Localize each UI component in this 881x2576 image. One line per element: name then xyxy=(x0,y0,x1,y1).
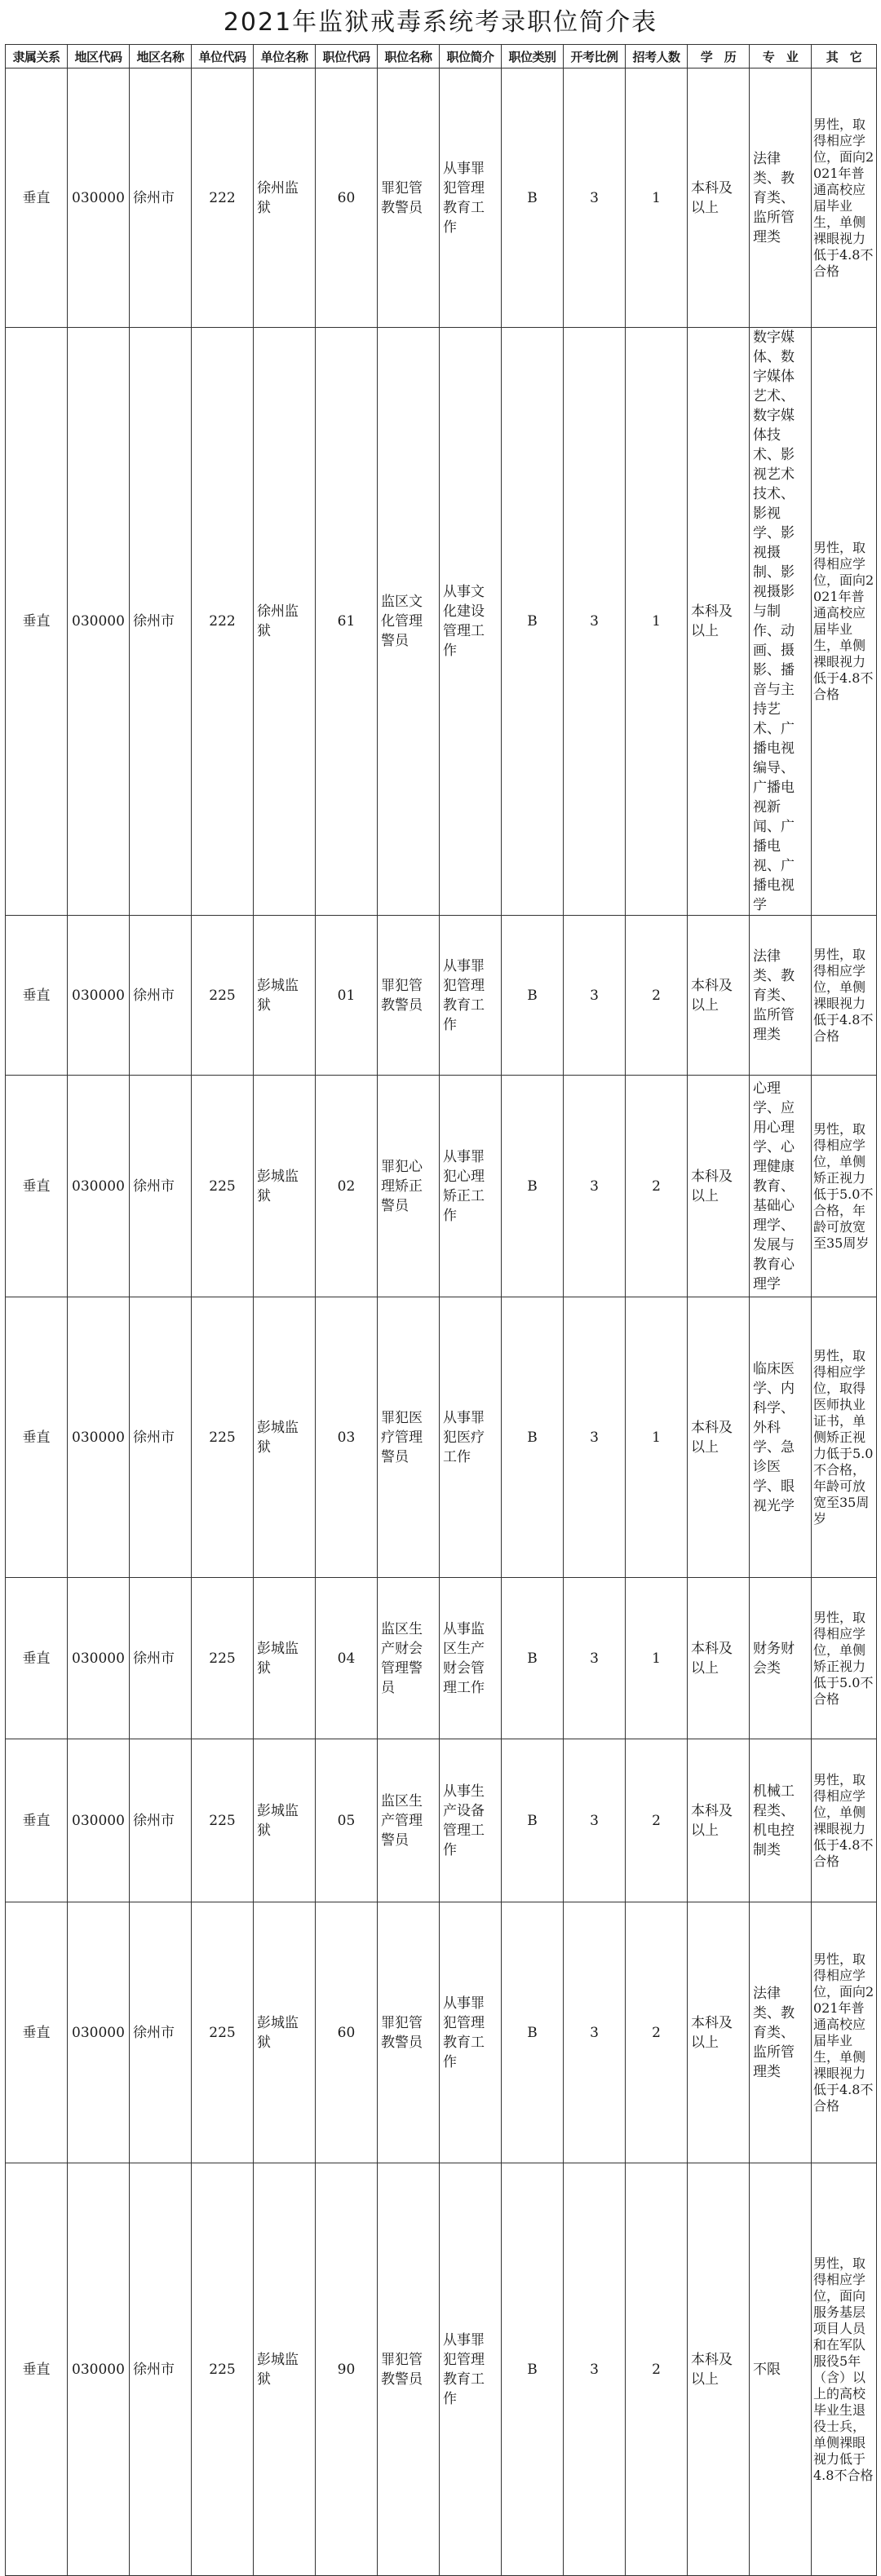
cell-other: 男性，取得相应学位，单侧矫正视力低于5.0不合格，年龄可放宽至35周岁 xyxy=(812,1076,877,1297)
cell-ratio: 3 xyxy=(564,1739,626,1902)
column-header-education: 学 历 xyxy=(688,45,750,68)
positions-table xyxy=(5,44,877,2576)
cell-count: 1 xyxy=(626,1578,688,1739)
cell-education: 本科及以上 xyxy=(688,68,750,328)
cell-unit-name: 徐州监狱 xyxy=(254,328,316,916)
cell-ratio: 3 xyxy=(564,1297,626,1578)
cell-affiliation: 垂直 xyxy=(6,328,68,916)
cell-position-name: 罪犯心理矫正警员 xyxy=(378,1076,440,1297)
cell-unit-code: 225 xyxy=(192,916,254,1076)
cell-region-name: 徐州市 xyxy=(130,68,192,328)
cell-region-name: 徐州市 xyxy=(130,1076,192,1297)
cell-ratio: 3 xyxy=(564,1578,626,1739)
cell-other: 男性，取得相应学位，面向2021年普通高校应届毕业生，单侧裸眼视力低于4.8不合格 xyxy=(812,1902,877,2163)
cell-major: 法律类、教育类、监所管理类 xyxy=(750,916,812,1076)
cell-unit-name: 彭城监狱 xyxy=(254,1076,316,1297)
cell-education: 本科及以上 xyxy=(688,1739,750,1902)
cell-category: B xyxy=(502,328,564,916)
cell-major: 心理学、应用心理学、心理健康教育、基础心理学、发展与教育心理学 xyxy=(750,1076,812,1297)
cell-major: 不限 xyxy=(750,2163,812,2576)
cell-education: 本科及以上 xyxy=(688,1902,750,2163)
cell-other: 男性，取得相应学位，面向服务基层项目人员和在军队服役5年（含）以上的高校毕业生退役士兵，单侧裸眼视力低于4.8不合格 xyxy=(812,2163,877,2576)
cell-intro: 从事罪犯医疗工作 xyxy=(440,1297,502,1578)
cell-region-name: 徐州市 xyxy=(130,1297,192,1578)
column-header-affiliation: 隶属关系 xyxy=(6,45,68,68)
cell-region-code: 030000 xyxy=(68,1902,130,2163)
cell-intro: 从事罪犯管理教育工作 xyxy=(440,916,502,1076)
cell-count: 2 xyxy=(626,916,688,1076)
cell-region-code: 030000 xyxy=(68,68,130,328)
cell-unit-code: 225 xyxy=(192,1076,254,1297)
cell-education: 本科及以上 xyxy=(688,2163,750,2576)
cell-major: 临床医学、内科学、外科学、急诊医学、眼视光学 xyxy=(750,1297,812,1578)
cell-unit-name: 彭城监狱 xyxy=(254,916,316,1076)
cell-affiliation: 垂直 xyxy=(6,916,68,1076)
cell-count: 2 xyxy=(626,1739,688,1902)
cell-region-name: 徐州市 xyxy=(130,1578,192,1739)
cell-region-code: 030000 xyxy=(68,328,130,916)
document-title: 2021年监狱戒毒系统考录职位简介表 xyxy=(223,8,658,37)
column-header-position-intro: 职位简介 xyxy=(440,45,502,68)
cell-category: B xyxy=(502,1076,564,1297)
cell-unit-code: 222 xyxy=(192,328,254,916)
cell-other: 男性，取得相应学位，单侧裸眼视力低于4.8不合格 xyxy=(812,1739,877,1902)
cell-category: B xyxy=(502,2163,564,2576)
table-row xyxy=(6,916,877,1076)
cell-intro: 从事罪犯管理教育工作 xyxy=(440,1902,502,2163)
cell-ratio: 3 xyxy=(564,916,626,1076)
column-header-region-name: 地区名称 xyxy=(130,45,192,68)
cell-count: 2 xyxy=(626,1902,688,2163)
cell-position-name: 罪犯管教警员 xyxy=(378,1902,440,2163)
cell-affiliation: 垂直 xyxy=(6,1902,68,2163)
column-header-region-code: 地区代码 xyxy=(68,45,130,68)
table-row xyxy=(6,1902,877,2163)
cell-intro: 从事文化建设管理工作 xyxy=(440,328,502,916)
cell-other: 男性，取得相应学位，取得医师执业证书，单侧矫正视力低于5.0不合格，年龄可放宽至35周岁 xyxy=(812,1297,877,1578)
table-row xyxy=(6,1739,877,1902)
table-row xyxy=(6,1578,877,1739)
cell-intro: 从事罪犯管理教育工作 xyxy=(440,2163,502,2576)
cell-position-code: 05 xyxy=(316,1739,378,1902)
cell-intro: 从事生产设备管理工作 xyxy=(440,1739,502,1902)
cell-category: B xyxy=(502,68,564,328)
column-header-unit-name: 单位名称 xyxy=(254,45,316,68)
cell-unit-name: 彭城监狱 xyxy=(254,1739,316,1902)
cell-unit-code: 225 xyxy=(192,2163,254,2576)
cell-major: 财务财会类 xyxy=(750,1578,812,1739)
cell-count: 1 xyxy=(626,1297,688,1578)
cell-unit-code: 225 xyxy=(192,1297,254,1578)
cell-position-code: 60 xyxy=(316,68,378,328)
cell-position-name: 罪犯管教警员 xyxy=(378,68,440,328)
cell-major: 法律类、教育类、监所管理类 xyxy=(750,1902,812,2163)
cell-education: 本科及以上 xyxy=(688,328,750,916)
cell-other: 男性，取得相应学位，面向2021年普通高校应届毕业生，单侧裸眼视力低于4.8不合格 xyxy=(812,68,877,328)
cell-ratio: 3 xyxy=(564,1902,626,2163)
cell-unit-code: 222 xyxy=(192,68,254,328)
table-row xyxy=(6,1297,877,1578)
cell-region-name: 徐州市 xyxy=(130,1739,192,1902)
cell-intro: 从事监区生产财会管理工作 xyxy=(440,1578,502,1739)
cell-ratio: 3 xyxy=(564,1076,626,1297)
cell-position-code: 03 xyxy=(316,1297,378,1578)
cell-count: 2 xyxy=(626,1076,688,1297)
cell-education: 本科及以上 xyxy=(688,916,750,1076)
cell-region-code: 030000 xyxy=(68,1739,130,1902)
cell-intro: 从事罪犯心理矫正工作 xyxy=(440,1076,502,1297)
cell-position-code: 02 xyxy=(316,1076,378,1297)
cell-region-code: 030000 xyxy=(68,2163,130,2576)
cell-ratio: 3 xyxy=(564,328,626,916)
cell-region-name: 徐州市 xyxy=(130,2163,192,2576)
cell-region-name: 徐州市 xyxy=(130,1902,192,2163)
column-header-exam-ratio: 开考比例 xyxy=(564,45,626,68)
cell-position-name: 监区生产管理警员 xyxy=(378,1739,440,1902)
cell-region-code: 030000 xyxy=(68,1297,130,1578)
cell-affiliation: 垂直 xyxy=(6,2163,68,2576)
cell-position-name: 监区文化管理警员 xyxy=(378,328,440,916)
cell-region-code: 030000 xyxy=(68,1076,130,1297)
cell-unit-code: 225 xyxy=(192,1578,254,1739)
cell-position-name: 监区生产财会管理警员 xyxy=(378,1578,440,1739)
column-header-other-requirements: 其 它 xyxy=(812,45,877,68)
cell-affiliation: 垂直 xyxy=(6,68,68,328)
cell-category: B xyxy=(502,916,564,1076)
cell-region-name: 徐州市 xyxy=(130,916,192,1076)
table-row xyxy=(6,1076,877,1297)
cell-affiliation: 垂直 xyxy=(6,1578,68,1739)
cell-major: 机械工程类、机电控制类 xyxy=(750,1739,812,1902)
cell-count: 1 xyxy=(626,68,688,328)
cell-unit-name: 彭城监狱 xyxy=(254,1578,316,1739)
cell-category: B xyxy=(502,1902,564,2163)
cell-count: 1 xyxy=(626,328,688,916)
table-row xyxy=(6,2163,877,2576)
cell-unit-name: 彭城监狱 xyxy=(254,1902,316,2163)
table-header-row xyxy=(6,45,877,68)
column-header-position-code: 职位代码 xyxy=(316,45,378,68)
cell-region-name: 徐州市 xyxy=(130,328,192,916)
cell-education: 本科及以上 xyxy=(688,1297,750,1578)
cell-ratio: 3 xyxy=(564,2163,626,2576)
cell-count: 2 xyxy=(626,2163,688,2576)
column-header-position-category: 职位类别 xyxy=(502,45,564,68)
column-header-major: 专 业 xyxy=(750,45,812,68)
cell-other: 男性，取得相应学位，单侧裸眼视力低于4.8不合格 xyxy=(812,916,877,1076)
table-row xyxy=(6,68,877,328)
cell-category: B xyxy=(502,1739,564,1902)
cell-position-code: 90 xyxy=(316,2163,378,2576)
column-header-recruit-count: 招考人数 xyxy=(626,45,688,68)
cell-education: 本科及以上 xyxy=(688,1578,750,1739)
cell-other: 男性，取得相应学位，单侧矫正视力低于5.0不合格 xyxy=(812,1578,877,1739)
cell-unit-code: 225 xyxy=(192,1739,254,1902)
cell-position-name: 罪犯管教警员 xyxy=(378,916,440,1076)
cell-other: 男性，取得相应学位，面向2021年普通高校应届毕业生，单侧裸眼视力低于4.8不合格 xyxy=(812,328,877,916)
cell-position-code: 60 xyxy=(316,1902,378,2163)
cell-region-code: 030000 xyxy=(68,916,130,1076)
cell-position-code: 61 xyxy=(316,328,378,916)
cell-unit-name: 彭城监狱 xyxy=(254,1297,316,1578)
cell-major: 法律类、教育类、监所管理类 xyxy=(750,68,812,328)
cell-unit-code: 225 xyxy=(192,1902,254,2163)
column-header-unit-code: 单位代码 xyxy=(192,45,254,68)
cell-affiliation: 垂直 xyxy=(6,1297,68,1578)
cell-education: 本科及以上 xyxy=(688,1076,750,1297)
cell-region-code: 030000 xyxy=(68,1578,130,1739)
cell-position-name: 罪犯管教警员 xyxy=(378,2163,440,2576)
table-row xyxy=(6,328,877,916)
cell-position-name: 罪犯医疗管理警员 xyxy=(378,1297,440,1578)
cell-ratio: 3 xyxy=(564,68,626,328)
cell-unit-name: 彭城监狱 xyxy=(254,2163,316,2576)
cell-position-code: 04 xyxy=(316,1578,378,1739)
cell-major: 数字媒体、数字媒体艺术、数字媒体技术、影视艺术技术、影视学、影视摄制、影视摄影与制作、动画、摄影、播音与主持艺术、广播电视编导、广播电视新闻、广播电视、广播电视学 xyxy=(750,328,812,916)
cell-affiliation: 垂直 xyxy=(6,1739,68,1902)
column-header-position-name: 职位名称 xyxy=(378,45,440,68)
cell-intro: 从事罪犯管理教育工作 xyxy=(440,68,502,328)
cell-unit-name: 徐州监狱 xyxy=(254,68,316,328)
cell-category: B xyxy=(502,1578,564,1739)
cell-position-code: 01 xyxy=(316,916,378,1076)
cell-category: B xyxy=(502,1297,564,1578)
cell-affiliation: 垂直 xyxy=(6,1076,68,1297)
